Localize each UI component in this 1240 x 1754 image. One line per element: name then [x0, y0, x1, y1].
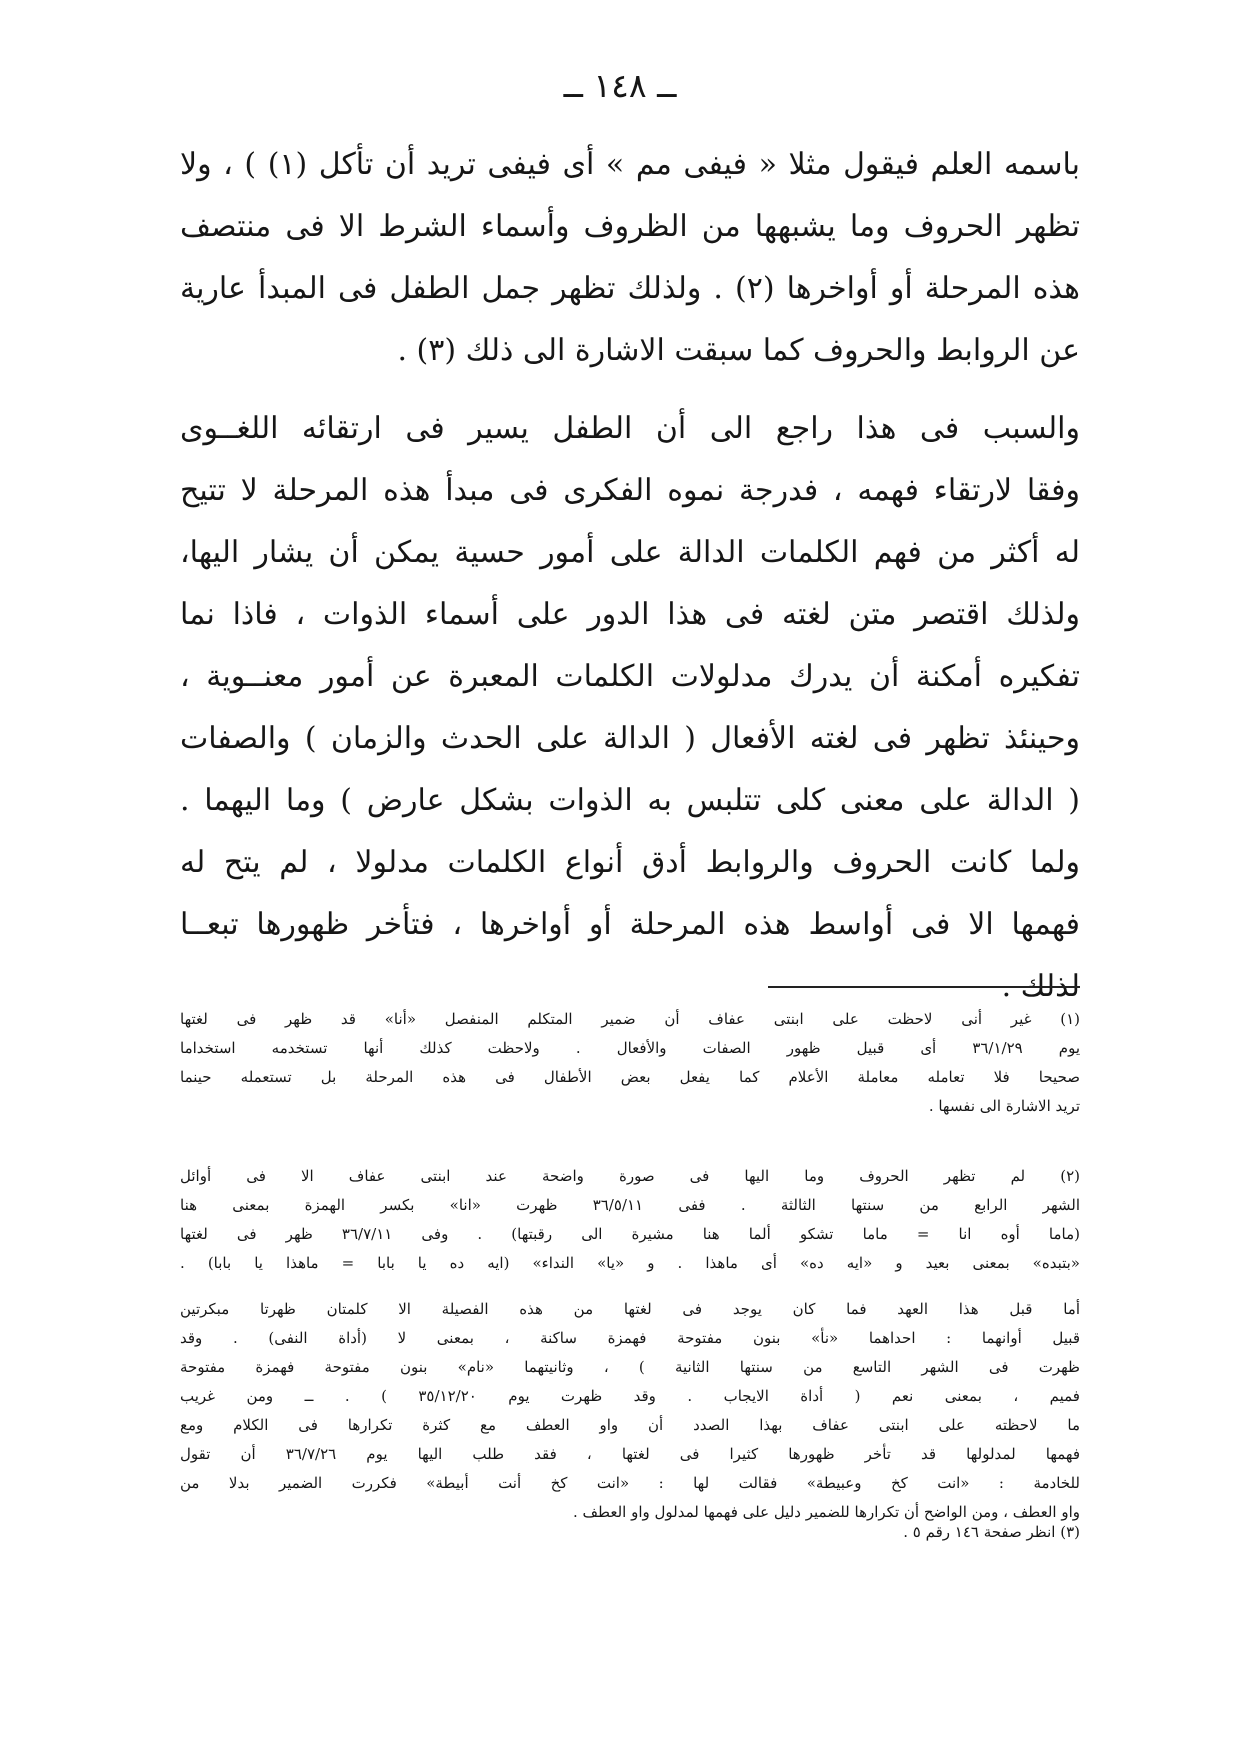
footnote-line: يوم ٣٦/١/٢٩ أى قبيل ظهور الصفات والأفعال . ولاحظت كذلك أنها تستخدمه استخداما	[180, 1039, 1080, 1057]
text-line: لذلك .	[1001, 969, 1080, 1004]
text-line: تظهر الحروف وما يشبهها من الظروف وأسماء الشرط الا فى منتصف	[180, 209, 1080, 244]
text-line: ( الدالة على معنى كلى تتلبس به الذوات بشكل عارض ) وما اليهما .	[180, 783, 1080, 818]
text-line: تفكيره أمكنة أن يدرك مدلولات الكلمات المعبرة عن أمور معنــوية ،	[180, 659, 1080, 694]
footnote-separator	[768, 986, 1080, 988]
page-number: ــ ١٤٨ ــ	[563, 66, 677, 105]
text-line: ولما كانت الحروف والروابط أدق أنواع الكلمات مدلولا ، لم يتح له	[180, 845, 1080, 880]
text-line: عن الروابط والحروف كما سبقت الاشارة الى ذلك (٣) .	[397, 333, 1080, 368]
footnote-line: فميم ، بمعنى نعم ( أداة الايجاب . وقد ظهرت يوم ٣٥/١٢/٢٠ ) . ــ ومن غريب	[180, 1387, 1080, 1405]
footnote-line: (ماما أوه انا = ماما تشكو ألما هنا مشيرة الى رقبتها) . وفى ٣٦/٧/١١ ظهر فى لغتها	[180, 1225, 1080, 1243]
footnote-line: (١) غير أنى لاحظت على ابنتى عفاف أن ضمير المتكلم المنفصل «أنا» قد ظهر فى لغتها	[180, 1010, 1080, 1028]
footnote-2	[180, 1162, 1080, 1278]
text-line: له أكثر من فهم الكلمات الدالة على أمور حسية يمكن أن يشار اليها،	[180, 535, 1080, 570]
footnote-line: الشهر الرابع من سنتها الثالثة . ففى ٣٦/٥/١١ ظهرت «انا» بكسر الهمزة بمعنى هنا	[180, 1196, 1080, 1214]
footnote-line: أما قبل هذا العهد فما كان يوجد فى لغتها من هذه الفصيلة الا كلمتان ظهرتا مبكرتين	[180, 1300, 1080, 1318]
text-line: هذه المرحلة أو أواخرها (٢) . ولذلك تظهر جمل الطفل فى المبدأ عارية	[180, 271, 1080, 306]
footnote-line: (٢) لم تظهر الحروف وما اليها فى صورة واضحة عند ابنتى عفاف الا فى أوائل	[180, 1167, 1080, 1185]
text-line: فهمها الا فى أواسط هذه المرحلة أو أواخرها ، فتأخر ظهورها تبعــا	[180, 907, 1080, 942]
text-line: باسمه العلم فيقول مثلا « فيفى مم » أى فيفى تريد أن تأكل (١) ) ، ولا	[180, 147, 1081, 182]
footnote-line: قبيل أوانهما : احداهما «نأ» بنون مفتوحة فهمزة ساكنة ، بمعنى لا (أداة النفى) . وقد	[180, 1329, 1080, 1347]
paragraph-1	[180, 134, 1080, 382]
footnote-line: تريد الاشارة الى نفسها .	[928, 1097, 1080, 1115]
footnote-3	[180, 1518, 1080, 1547]
text-line: والسبب فى هذا راجع الى أن الطفل يسير فى ارتقائه اللغــوى	[180, 411, 1080, 446]
footnote-line: «بتبده» بمعنى بعيد و «ايه ده» أى ماهذا . و «يا» النداء» (ايه ده يا بابا = ماهذا يا بابا) .	[180, 1254, 1080, 1272]
footnote-line: للخادمة : «انت كخ وعبيطة» فقالت لها : «انت كخ أنت أبيطة» فكررت الضمير بدلا من	[180, 1474, 1080, 1492]
footnote-line: صحيحا فلا تعامله معاملة الأعلام كما يفعل بعض الأطفال فى هذه المرحلة بل تستعمله حينما	[180, 1068, 1080, 1086]
footnote-2-continued	[180, 1295, 1080, 1527]
footnote-line: فهمها لمدلولها قد تأخر ظهورها كثيرا فى لغتها ، فقد طلب اليها يوم ٣٦/٧/٢٦ أن تقول	[180, 1445, 1080, 1463]
text-line: ولذلك اقتصر متن لغته فى هذا الدور على أسماء الذوات ، فاذا نما	[180, 597, 1080, 632]
text-line: وفقا لارتقاء فهمه ، فدرجة نموه الفكرى فى مبدأ هذه المرحلة لا تتيح	[180, 473, 1080, 508]
text-line: وحينئذ تظهر فى لغته الأفعال ( الدالة على الحدث والزمان ) والصفات	[180, 721, 1080, 756]
footnote-1	[180, 1005, 1080, 1121]
paragraph-2	[180, 398, 1080, 1018]
footnote-line: واو العطف ، ومن الواضح أن تكرارها للضمير دليل على فهمها لمدلول واو العطف .	[572, 1503, 1080, 1521]
footnote-line: ظهرت فى الشهر التاسع من سنتها الثانية ) ، وثانيتهما «نام» بنون مفتوحة فهمزة مفتوحة	[180, 1358, 1080, 1376]
footnote-line: (٣) انظر صفحة ١٤٦ رقم ٥ .	[903, 1523, 1080, 1541]
footnote-line: ما لاحظته على ابنتى عفاف بهذا الصدد أن واو العطف مع كثرة تكرارها فى الكلام ومع	[180, 1416, 1080, 1434]
